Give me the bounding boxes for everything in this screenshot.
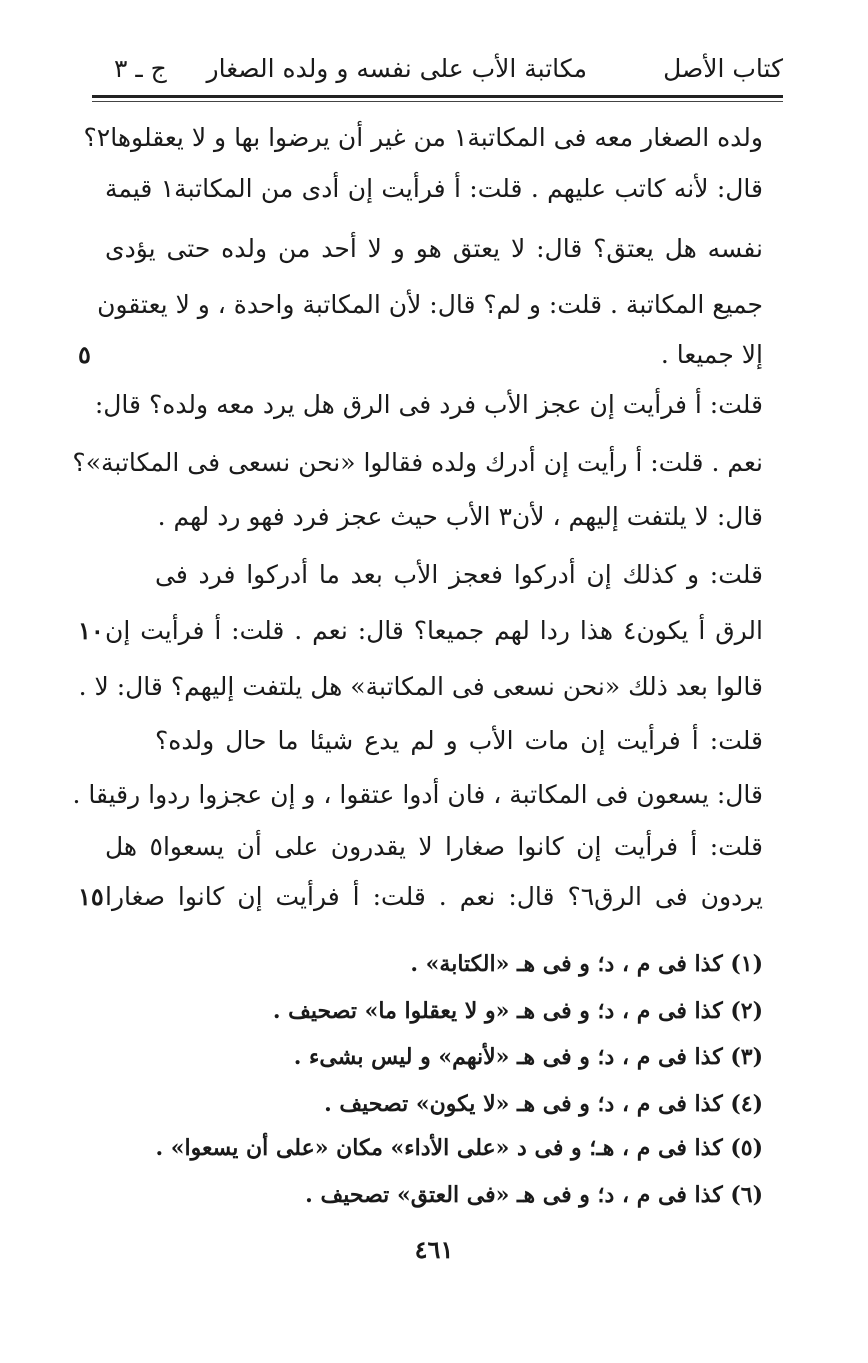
text-line-11: قالوا بعد ذلك «نحن نسعى فى المكاتبة» هل يلتفت إليهم؟ قال: لا .: [78, 672, 763, 701]
line-number-15: ١٥: [78, 882, 104, 911]
header-rule-thin: [92, 101, 783, 102]
text-line-7: نعم . قلت: أ رأيت إن أدرك ولده فقالوا «نحن نسعى فى المكاتبة»؟: [72, 448, 763, 477]
book-title: كتاب الأصل: [663, 54, 783, 83]
footnote-5: (٥) كذا فى م ، هـ؛ و فى د «على الأداء» مكان «على أن يسعوا» .: [155, 1135, 763, 1161]
text-line-3: نفسه هل يعتق؟ قال: لا يعتق هو و لا أحد من ولده حتى يؤدى: [105, 234, 763, 263]
text-line-1: ولده الصغار معه فى المكاتبة١ من غير أن يرضوا بها و لا يعقلوها٢؟: [83, 123, 763, 152]
text-line-15: يردون فى الرق٦؟ قال: نعم . قلت: أ فرأيت إن كانوا صغارا: [105, 882, 763, 911]
line-number-5: ٥: [78, 340, 91, 369]
text-line-9: قلت: و كذلك إن أدركوا فعجز الأب بعد ما أدركوا فرد فى: [155, 560, 763, 589]
text-line-8: قال: لا يلتفت إليهم ، لأن٣ الأب حيث عجز فرد فهو رد لهم .: [157, 502, 763, 531]
header-rule-thick: [92, 95, 783, 98]
page-number: ٤٦١: [414, 1235, 454, 1264]
text-line-14: قلت: أ فرأيت إن كانوا صغارا لا يقدرون على أن يسعوا٥ هل: [105, 832, 763, 861]
text-line-10: الرق أ يكون٤ هذا ردا لهم جميعا؟ قال: نعم . قلت: أ فرأيت إن: [105, 616, 763, 645]
volume-number: ج ـ ٣: [114, 54, 167, 83]
footnote-3: (٣) كذا فى م ، د؛ و فى هـ «لأنهم» و ليس بشىء .: [293, 1044, 763, 1070]
text-line-6: قلت: أ فرأيت إن عجز الأب فرد فى الرق هل يرد معه ولده؟ قال:: [94, 390, 763, 419]
line-number-10: ١٠: [78, 616, 104, 645]
footnote-2: (٢) كذا فى م ، د؛ و فى هـ «و لا يعقلوا ما» تصحيف .: [272, 998, 763, 1024]
text-line-4: جميع المكاتبة . قلت: و لم؟ قال: لأن المكاتبة واحدة ، و لا يعتقون: [97, 290, 763, 319]
text-line-2: قال: لأنه كاتب عليهم . قلت: أ فرأيت إن أدى من المكاتبة١ قيمة: [105, 174, 763, 203]
running-header: [92, 46, 783, 92]
footnote-1: (١) كذا فى م ، د؛ و فى هـ «الكتابة» .: [410, 951, 763, 977]
chapter-title: مكاتبة الأب على نفسه و ولده الصغار: [206, 54, 587, 83]
text-line-12: قلت: أ فرأيت إن مات الأب و لم يدع شيئا ما حال ولده؟: [155, 726, 763, 755]
text-line-13: قال: يسعون فى المكاتبة ، فان أدوا عتقوا ، و إن عجزوا ردوا رقيقا .: [72, 780, 763, 809]
text-line-5: إلا جميعا .: [660, 340, 763, 369]
footnote-4: (٤) كذا فى م ، د؛ و فى هـ «لا يكون» تصحيف .: [324, 1091, 763, 1117]
footnote-6: (٦) كذا فى م ، د؛ و فى هـ «فى العتق» تصحيف .: [305, 1182, 763, 1208]
